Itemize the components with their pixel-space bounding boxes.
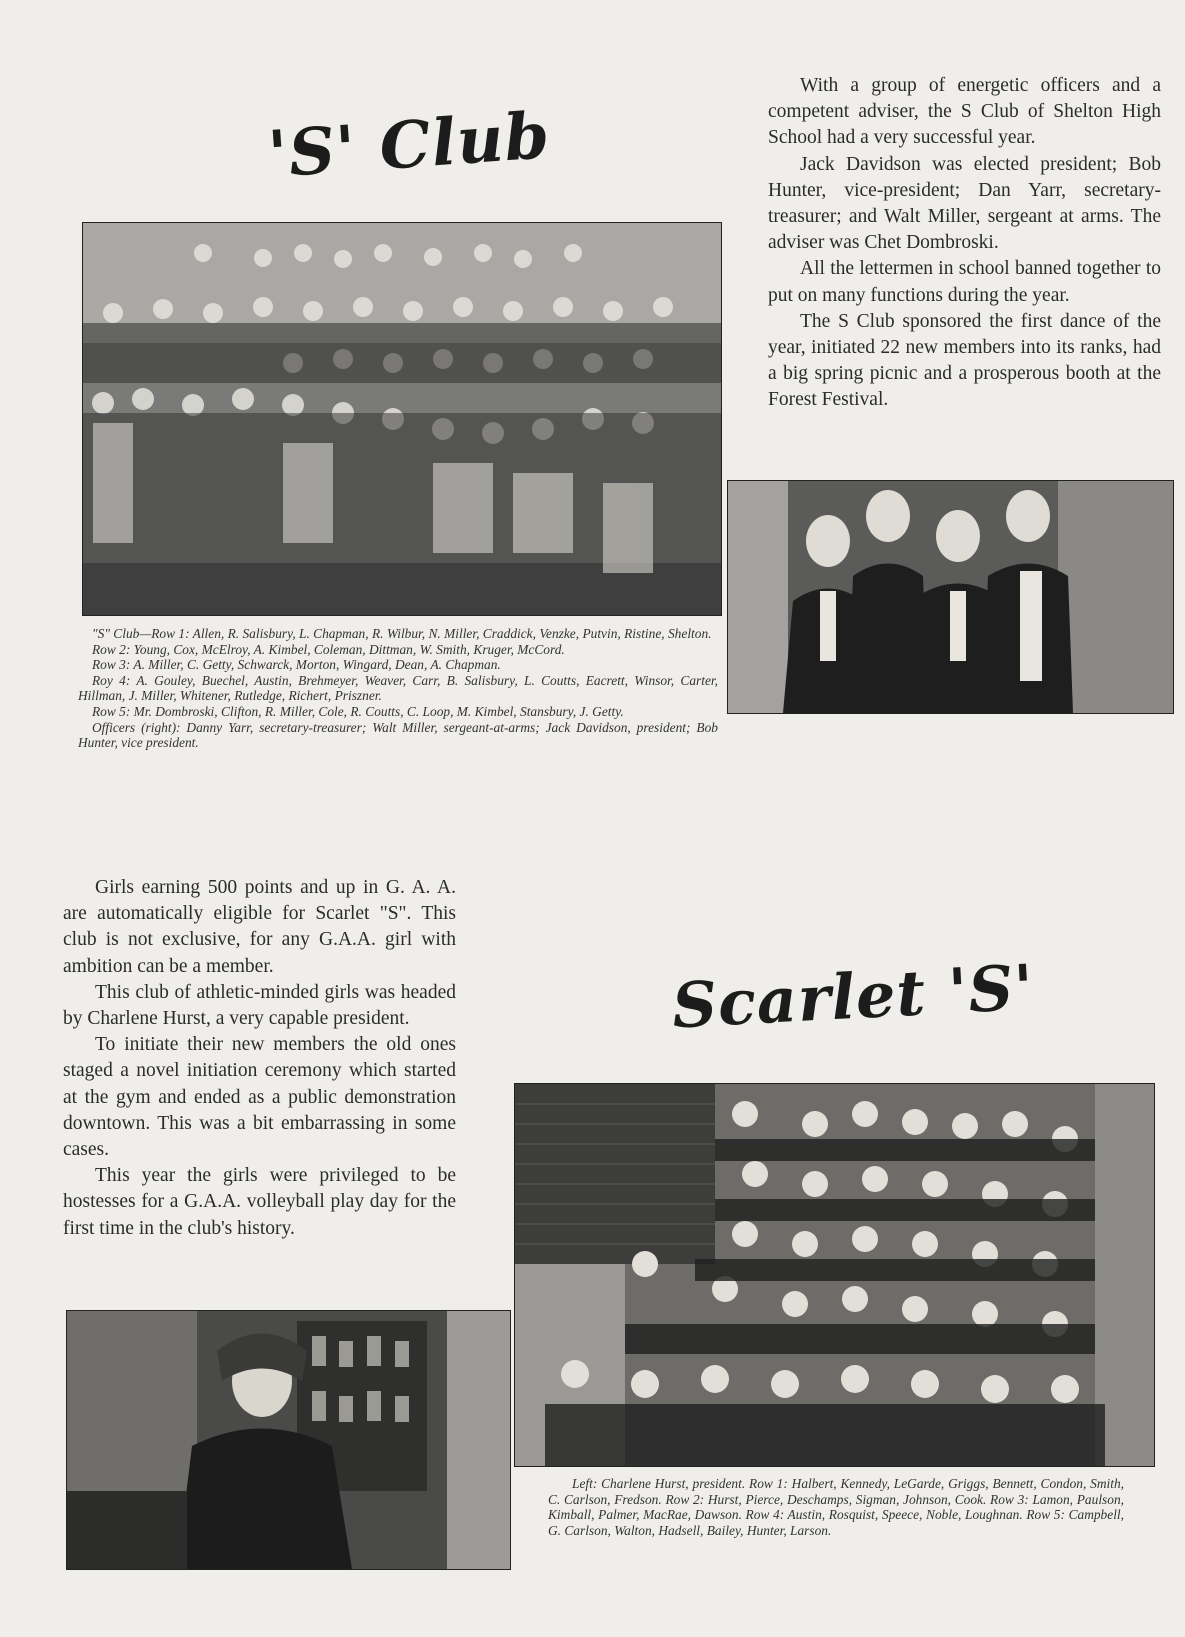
s-club-paragraph: Jack Davidson was elected president; Bob Hunter, vice-president; Dan Yarr, secretary-treasurer; and Walt Miller, sergeant at arms. The adviser was Chet Dombroski. bbox=[768, 153, 1161, 254]
scarlet-s-group-photo bbox=[514, 1083, 1155, 1467]
s-club-intro bbox=[768, 73, 1161, 414]
scarlet-s-paragraph: This club of athletic-minded girls was headed by Charlene Hurst, a very capable president. bbox=[63, 981, 456, 1030]
caption-line: Roy 4: A. Gouley, Buechel, Austin, Brehmeyer, Weaver, Carr, B. Salisbury, L. Coutts, Eacrett, Winsor, Carter, Hillman, J. Miller, Whitener, Rutledge, Richert, Priszner. bbox=[78, 672, 718, 704]
caption-line: Row 2: Young, Cox, McElroy, A. Kimbel, Coleman, Dittman, W. Smith, Kruger, McCord. bbox=[92, 641, 565, 657]
caption-line: Officers (right): Danny Yarr, secretary-treasurer; Walt Miller, sergeant-at-arms; Jack Davidson, president; Bob Hunter, vice president. bbox=[78, 719, 718, 751]
s-club-group-photo bbox=[82, 222, 722, 616]
scarlet-s-title: Scarlet 'S' bbox=[670, 950, 1036, 1043]
s-club-officers-photo bbox=[727, 480, 1174, 714]
s-club-paragraph: With a group of energetic officers and a competent adviser, the S Club of Shelton High School had a very successful year. bbox=[768, 75, 1161, 149]
scarlet-s-text bbox=[63, 875, 456, 1242]
s-club-title: 'S' Club bbox=[265, 98, 553, 193]
president-photo bbox=[66, 1310, 511, 1570]
scarlet-s-paragraph: This year the girls were privileged to be hostesses for a G.A.A. volleyball play day for the first time in the club's history. bbox=[63, 1165, 456, 1239]
scarlet-s-caption: Left: Charlene Hurst, president. Row 1: Halbert, Kennedy, LeGarde, Griggs, Bennett, Condon, Smith, C. Carlson, Fredson. Row 2: Hurst, Pierce, Deschamps, Sigman, Johnson, Cook. Row 3: Lamon, Paulson, Kimball, Palmer, MacRae, Dawson. Row 4: Austin, Rosquist, Speece, Noble, Loughnan. Row 5: Campbell, G. Carlson, Walton, Hadsell, Bailey, Hunter, Larson. bbox=[548, 1476, 1124, 1538]
caption-line: "S" Club—Row 1: Allen, R. Salisbury, L. Chapman, R. Wilbur, N. Miller, Craddick, Venzke, Putvin, Ristine, Shelton. bbox=[92, 626, 712, 641]
s-club-paragraph: All the lettermen in school banned together to put on many functions during the year. bbox=[768, 258, 1161, 306]
scarlet-s-paragraph: Girls earning 500 points and up in G. A. A. are automatically eligible for Scarlet "S". This club is not exclusive, for any G.A.A. girl with ambition can be a member. bbox=[63, 877, 456, 977]
caption-line: Row 3: A. Miller, C. Getty, Schwarck, Morton, Wingard, Dean, A. Chapman. bbox=[92, 657, 501, 673]
s-club-caption bbox=[78, 626, 718, 751]
caption-line: Row 5: Mr. Dombroski, Clifton, R. Miller, Cole, R. Coutts, C. Loop, M. Kimbel, Stansbury, J. Getty. bbox=[92, 703, 624, 719]
scarlet-s-paragraph: To initiate their new members the old ones staged a novel initiation ceremony which started at the gym and ended as a public demonstration downtown. This was a bit embarrassing in some cases. bbox=[63, 1034, 456, 1161]
s-club-paragraph: The S Club sponsored the first dance of the year, initiated 22 new members into its ranks, had a big spring picnic and a prosperous booth at the Forest Festival. bbox=[768, 310, 1161, 411]
